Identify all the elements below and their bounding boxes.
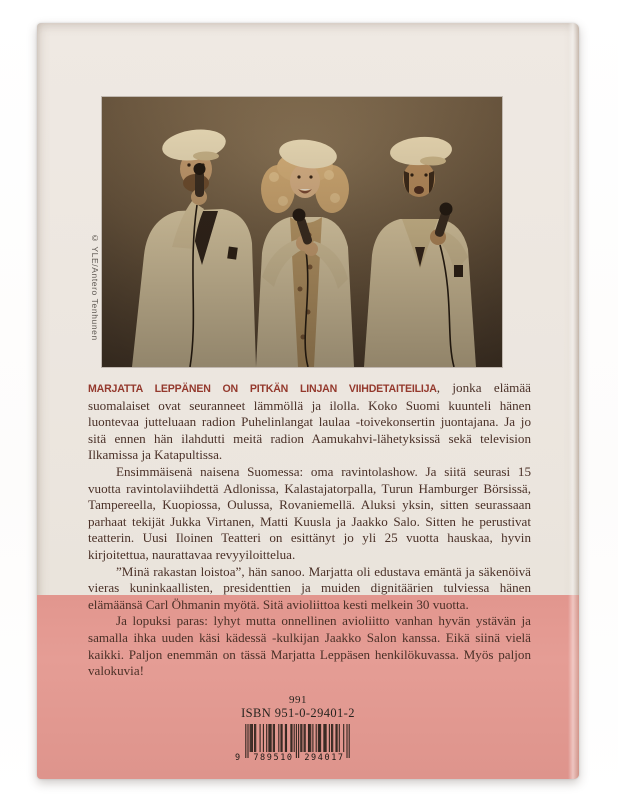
blurb-paragraph-1 (88, 380, 531, 464)
isbn-number: ISBN 951-0-29401-2 (241, 706, 355, 720)
book-back-cover (37, 23, 579, 779)
print-code: 991 (289, 694, 307, 706)
ean-digits-left: 789510 (253, 753, 294, 763)
ean-digits-right: 294017 (304, 753, 345, 763)
blurb-paragraph-4: Ja lopuksi paras: lyhyt mutta onnellinen avioliitto vanhan hyvän ystävän ja samalla ihka uuden käsi kädessä -kulkijan Jaakko Salon kanssa. Eikä siinä vielä kaikki. Paljon enemmän on tässä Marjatta Leppäsen henkilökuvassa. Myös paljon valokuvia! (88, 613, 531, 679)
lead-in-title: MARJATTA LEPPÄNEN ON PITKÄN LINJAN VIIHDETAITEILIJA (88, 383, 437, 395)
imprint-block (27, 694, 569, 769)
back-cover-blurb (88, 380, 531, 680)
blurb-paragraph-1-text: , jonka elämää suomalaiset ovat seuranneet lämmöllä ja ilolla. Koko Suomi kuunteli hänen luontevaa jutteluaan radion Puhelinlangat laulaa -toivekonsertin juontajana. Ja jo sitä ennen hän ilahdutti meitä radion Aamukahvi-lähetyksissä sekä television Ilkamissa ja Katapultissa. (88, 380, 531, 463)
cover-photo (102, 97, 502, 367)
blurb-paragraph-2: Ensimmäisenä naisena Suomessa: oma ravintolashow. Ja siitä seurasi 15 vuotta ravintolaviihdettä Adlonissa, Kalastajatorpalla, Turun Hamburger Börsissä, Tampereella, Kuopiossa, Oulussa, Rovaniemellä. Aluksi yksin, sitten seurassaan parhaat tekijät Jukka Virtanen, Matti Kuusla ja Jaakko Salo. Sitten he perustivat teatterin. Uusi Iloinen Teatteri on esittänyt jo yli 25 vuotta hauskaa, hyvin kirjoitettua, naurattavaa revyyiloittelua. (88, 463, 531, 562)
blurb-paragraph-3: ”Minä rakastan loistoa”, hän sanoo. Marjatta oli edustava emäntä ja säkenöivä vieras kuninkaallisten, presidenttien ja muiden dignitäärien tulviessa hänen elämäänsä Carl Öhmanin myötä. Sitä avioliittoa kesti melkein 30 vuotta. (88, 563, 531, 612)
ean-digit-lead: 9 (235, 753, 241, 763)
photo-credit: © YLE/Antero Tenhunen (90, 233, 100, 341)
ean-barcode (235, 724, 351, 764)
stage-photo-illustration (102, 97, 502, 367)
